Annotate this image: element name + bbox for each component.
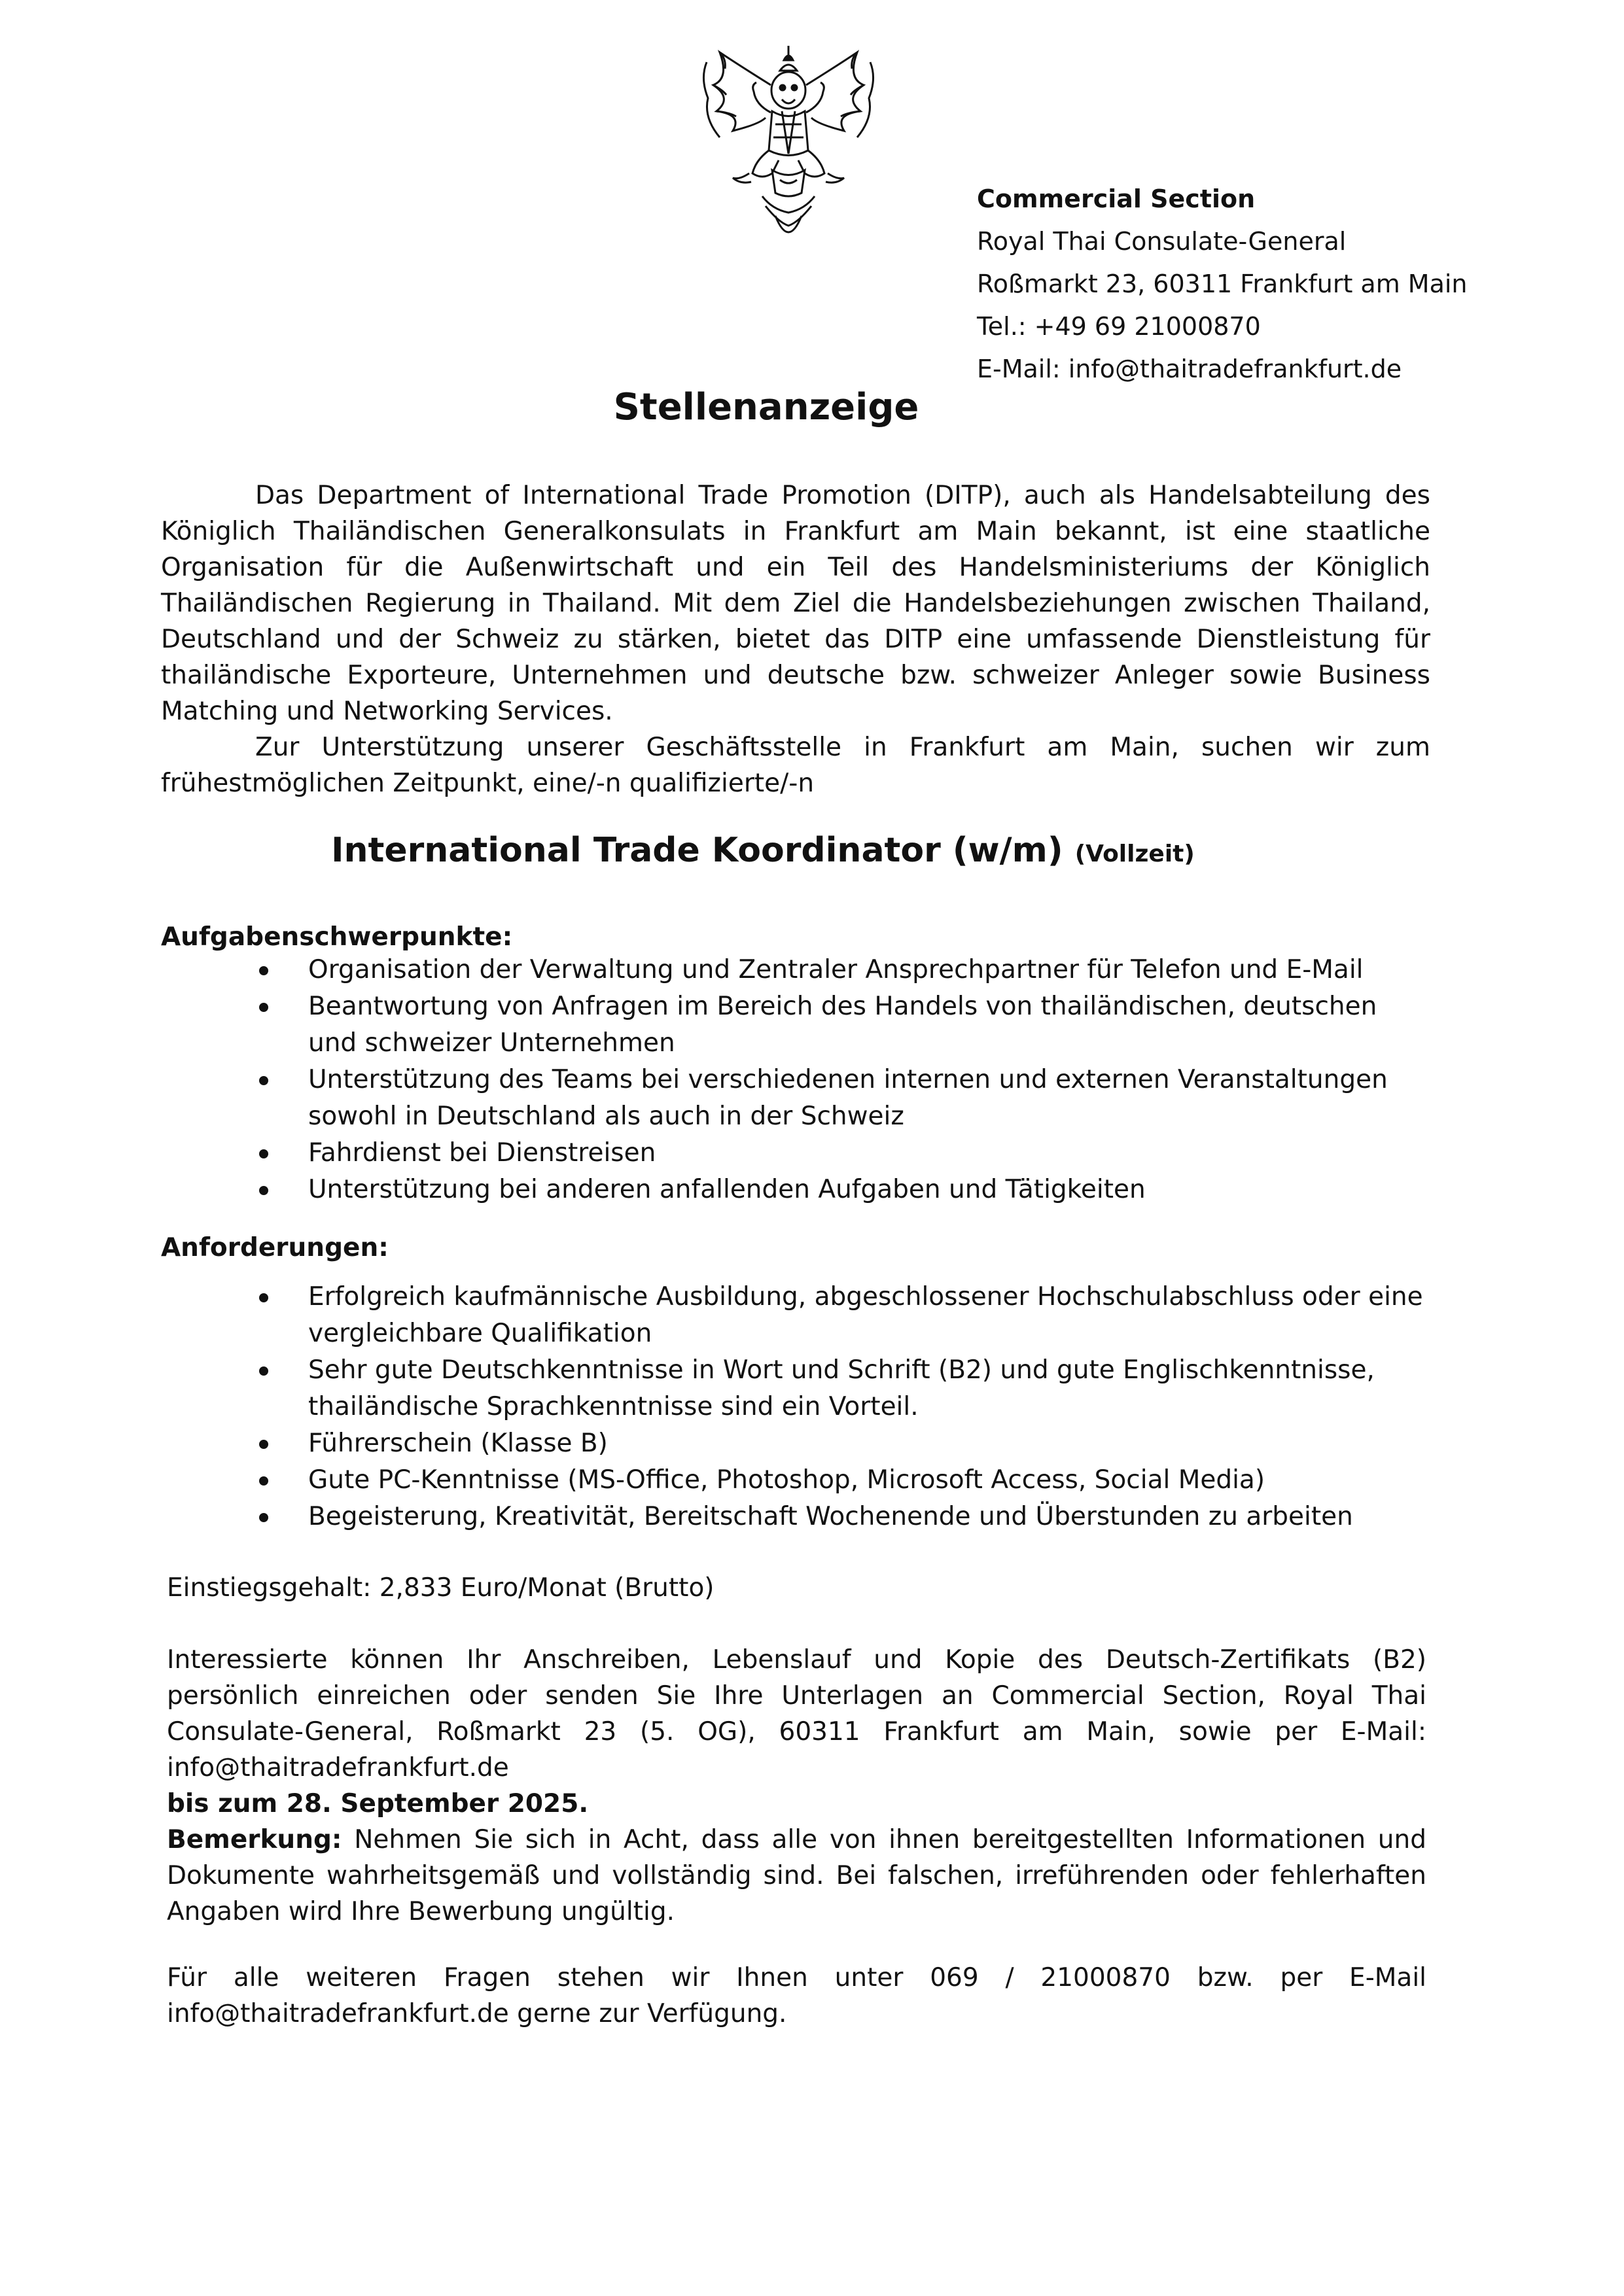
salary: Einstiegsgehalt: 2,833 Euro/Monat (Brutto) bbox=[167, 1573, 715, 1603]
list-item bbox=[161, 1425, 1430, 1462]
job-title-text: International Trade Koordinator (w/m) bbox=[331, 831, 1063, 870]
garuda-emblem-icon bbox=[694, 39, 883, 235]
list-item-text: Begeisterung, Kreativität, Bereitschaft Wochenende und Überstunden zu arbeiten bbox=[308, 1502, 1353, 1531]
bullet-icon bbox=[259, 1076, 268, 1085]
job-type: (Vollzeit) bbox=[1074, 841, 1195, 867]
bullet-icon bbox=[259, 1149, 268, 1158]
list-item bbox=[161, 1279, 1430, 1352]
letterhead-section: Commercial Section bbox=[977, 184, 1256, 213]
contact-paragraph: Für alle weiteren Fragen stehen wir Ihnen unter 069 / 21000870 bzw. per E-Mail info@thaitradefrankfurt.de gerne zur Verfügung. bbox=[167, 1963, 1426, 2028]
letterhead bbox=[977, 178, 1468, 391]
list-item-text: Führerschein (Klasse B) bbox=[308, 1429, 608, 1458]
bullet-icon bbox=[259, 1513, 268, 1522]
requirements-list bbox=[161, 1279, 1430, 1535]
note-paragraph bbox=[167, 1822, 1426, 1930]
list-item bbox=[161, 1135, 1430, 1172]
support-paragraph: Zur Unterstützung unserer Geschäftsstelle in Frankfurt am Main, suchen wir zum frühestmöglichen Zeitpunkt, eine/-n qualifizierte/-n bbox=[161, 733, 1430, 798]
list-item-text: Organisation der Verwaltung und Zentraler Ansprechpartner für Telefon und E-Mail bbox=[308, 955, 1364, 984]
list-item-text: Unterstützung des Teams bei verschiedenen internen und externen Veranstaltungen sowohl in Deutschland als auch in der Schweiz bbox=[308, 1065, 1388, 1131]
letterhead-organization: Royal Thai Consulate-General bbox=[977, 227, 1347, 256]
application-deadline: bis zum 28. September 2025. bbox=[167, 1789, 589, 1818]
list-item bbox=[161, 988, 1430, 1062]
bullet-icon bbox=[259, 1003, 268, 1012]
application-paragraph bbox=[167, 1642, 1426, 1822]
letterhead-email: E-Mail: info@thaitradefrankfurt.de bbox=[977, 355, 1402, 383]
list-item-text: Sehr gute Deutschkenntnisse in Wort und Schrift (B2) und gute Englischkenntnisse, thailändische Sprachkenntnisse sind ein Vorteil. bbox=[308, 1355, 1375, 1421]
bullet-icon bbox=[259, 1293, 268, 1302]
list-item bbox=[161, 1499, 1430, 1535]
list-item-text: Erfolgreich kaufmännische Ausbildung, abgeschlossener Hochschulabschluss oder eine vergleichbare Qualifikation bbox=[308, 1282, 1423, 1348]
requirements-heading: Anforderungen: bbox=[161, 1233, 389, 1262]
bullet-icon bbox=[259, 1440, 268, 1449]
tasks-list bbox=[161, 952, 1430, 1208]
list-item-text: Fahrdienst bei Dienstreisen bbox=[308, 1138, 656, 1168]
job-title bbox=[0, 831, 1624, 870]
bullet-icon bbox=[259, 1186, 268, 1195]
list-item bbox=[161, 1062, 1430, 1135]
list-item bbox=[161, 1462, 1430, 1499]
page-title: Stellenanzeige bbox=[613, 386, 919, 428]
list-item bbox=[161, 1352, 1430, 1425]
intro-paragraph: Das Department of International Trade Promotion (DITP), auch als Handelsabteilung des Königlich Thailändischen Generalkonsulats in Frankfurt am Main bekannt, ist eine staatliche Organisation für die Außenwirtschaft und ein Teil des Handelsministeriums der Königlich Thailändischen Regierung in Thailand. Mit dem Ziel die Handelsbeziehungen zwischen Thailand, Deutschland und der Schweiz zu stärken, bietet das DITP eine umfassende Dienstleistung für thailändische Exporteure, Unternehmen und deutsche bzw. schweizer Anleger sowie Business Matching und Networking Services. bbox=[161, 481, 1430, 726]
list-item bbox=[161, 952, 1430, 988]
application-text: Interessierte können Ihr Anschreiben, Lebenslauf und Kopie des Deutsch-Zertifikats (B2) persönlich einreichen oder senden Sie Ihre Unterlagen an Commercial Section, Royal Thai Consulate-General, Roßmarkt 23 (5. OG), 60311 Frankfurt am Main, sowie per E-Mail: info@thaitradefrankfurt.de bbox=[167, 1645, 1426, 1783]
note-label: Bemerkung: bbox=[167, 1825, 342, 1854]
bullet-icon bbox=[259, 1476, 268, 1486]
tasks-heading: Aufgabenschwerpunkte: bbox=[161, 922, 513, 952]
bullet-icon bbox=[259, 1366, 268, 1376]
bullet-icon bbox=[259, 966, 268, 975]
list-item bbox=[161, 1172, 1430, 1208]
list-item-text: Gute PC-Kenntnisse (MS-Office, Photoshop, Microsoft Access, Social Media) bbox=[308, 1465, 1265, 1495]
letterhead-address: Roßmarkt 23, 60311 Frankfurt am Main bbox=[977, 270, 1468, 298]
list-item-text: Beantwortung von Anfragen im Bereich des Handels von thailändischen, deutschen und schweizer Unternehmen bbox=[308, 992, 1377, 1058]
note-text: Nehmen Sie sich in Acht, dass alle von ihnen bereitgestellten Informationen und Dokumente wahrheitsgemäß und vollständig sind. Bei falschen, irreführenden oder fehlerhaften Angaben wird Ihre Bewerbung ungültig. bbox=[167, 1825, 1426, 1926]
list-item-text: Unterstützung bei anderen anfallenden Aufgaben und Tätigkeiten bbox=[308, 1175, 1146, 1204]
letterhead-phone: Tel.: +49 69 21000870 bbox=[977, 312, 1261, 341]
